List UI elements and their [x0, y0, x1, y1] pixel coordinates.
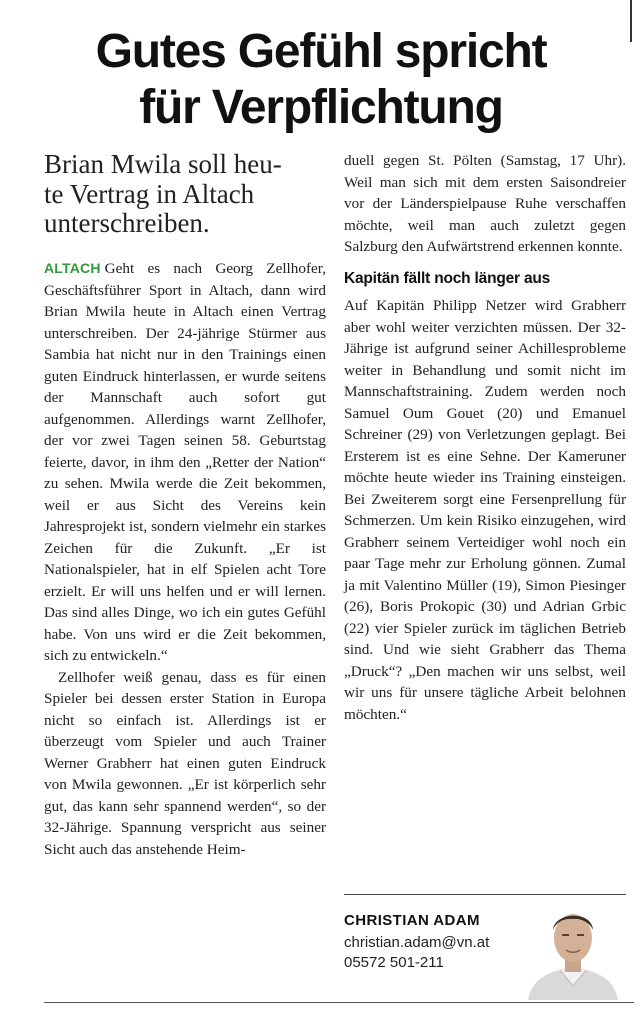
- location-tag: ALTACH: [44, 260, 101, 276]
- author-phone: 05572 501-211: [344, 954, 444, 971]
- headline-line-2: für Verpflichtung: [139, 81, 503, 134]
- bottom-rule: [44, 1002, 634, 1003]
- subheading: Kapitän fällt noch länger aus: [344, 269, 551, 287]
- teaser: [44, 150, 334, 239]
- left-column: [44, 258, 326, 860]
- author-divider: [344, 894, 626, 895]
- headline: [0, 24, 642, 136]
- right-paragraph-2: Auf Kapitän Philipp Netzer wird Grabherr aber wohl weiter verzichten müssen. Der 32-Jährige ist aufgrund seiner Achillesprobleme weiter in Behandlung und somit nicht im Mannschaftstraining. Zudem werden noch Samuel Oum Gouet (20) und Emanuel Schreiner (29) von Verletzungen geplagt. Bei Ersterem ist es eine Sehne. Der Kameruner möchte heute wieder ins Training einsteigen. Bei Zweiterem sorgt eine Fersenprellung für Schmerzen. Um kein Risiko einzugehen, wird Grabherr seinem Verteidiger wohl noch ein paar Tage mehr zur Erholung gönnen. Zumal ja mit Valentino Müller (19), Simon Piesinger (26), Boris Prokopic (30) und Adrian Grbic (22) vier Spieler zurück im täglichen Betrieb sind. Und wie sieht Grabherr das Thema „Druck“? „Den machen wir uns selbst, weil wir uns für unsere tägliche Arbeit belohnen möchten.“: [344, 297, 626, 723]
- author-box: [344, 912, 544, 973]
- left-paragraph-1-text: Geht es nach Georg Zellhofer, Geschäftsführer Sport in Altach, dann wird Brian Mwila heute in Altach einen Vertrag unterschreiben. Der 24-jährige Stürmer aus Sambia hat nicht nur in den Trainings einen guten Eindruck hinterlassen, er wurde seitens der Mannschaft auch sofort gut aufgenommen. Allerdings warnt Zellhofer, der vor zwei Tagen seinen 58. Geburtstag feierte, davor, in ihm den „Retter der Nation“ zu sehen. Mwila werde die Zeit bekommen, weil er aus Sicht des Vereins kein Jahresprojekt ist, sondern vielmehr ein starkes Zeichen für die Zukunft. „Er ist Nationalspieler, hat in elf Spielen acht Tore erzielt. Er will uns helfen und er will lernen. Das sind alles Dinge, wo ich ein gutes Gefühl habe. Von uns wird er die Zeit bekommen, sich zu entwickeln.“: [44, 260, 326, 664]
- teaser-line-1: Brian Mwila soll heu-: [44, 149, 282, 179]
- headline-line-1: Gutes Gefühl spricht: [95, 25, 547, 78]
- author-email[interactable]: christian.adam@vn.at: [344, 934, 490, 951]
- left-paragraph-2: Zellhofer weiß genau, dass es für einen Spieler bei dessen erster Station in Europa nicht so einfach ist. Allerdings ist er überzeugt vom Spieler und auch Trainer Werner Grabherr hat einen guten Eindruck von Mwila gewonnen. „Er ist körperlich sehr gut, das kann sehr spannend werden“, so der 32-Jährige. Spannung verspricht aus seiner Sicht auch das anstehende Heim-: [44, 668, 326, 858]
- right-paragraph-1: duell gegen St. Pölten (Samstag, 17 Uhr). Weil man sich mit dem ersten Saisondreier vor der Länderspielpause Ruhe verschaffen möchte, weil man auch zuletzt gegen Salzburg den Aufwärtstrend erkennen konnte.: [344, 152, 626, 255]
- teaser-line-3: unterschreiben.: [44, 208, 210, 238]
- teaser-line-2: te Vertrag in Altach: [44, 178, 255, 209]
- author-name: CHRISTIAN ADAM: [344, 912, 480, 929]
- author-portrait-icon: [520, 900, 626, 1000]
- left-paragraph-1: [44, 258, 326, 667]
- author-photo: [520, 900, 626, 1000]
- right-column: [344, 150, 626, 725]
